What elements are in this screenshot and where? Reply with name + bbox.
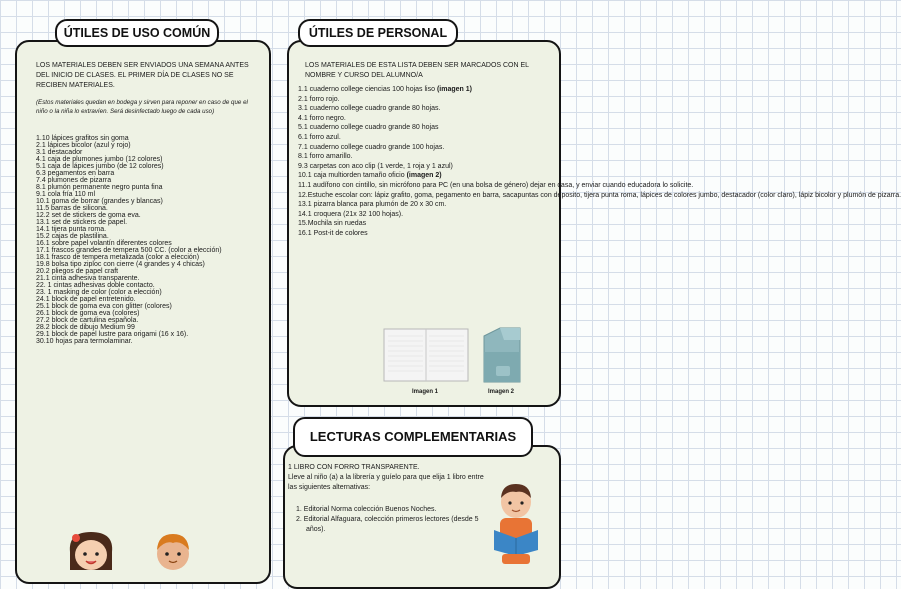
image-reference: (imagen 2): [406, 172, 442, 180]
personal-supply-text: 7.1 cuaderno college cuadro grande 100 hojas.: [298, 143, 445, 151]
common-supply-item: 20.2 pliegos de papel craft: [36, 268, 119, 275]
common-supplies-intro: LOS MATERIALES DEBEN SER ENVIADOS UNA SEMANA ANTES DEL INICIO DE CLASES. EL PRIMER DÍA DE CLASES NO SE RECIBEN MATERIALES.: [36, 62, 249, 89]
common-supply-item: 25.1 block de goma eva con glitter (colores): [36, 303, 172, 310]
common-supply-item: 16.1 sobre papel volantín diferentes colores: [36, 240, 172, 247]
personal-supply-item: [298, 86, 544, 93]
common-supply-item: 30.10 hojas para termolaminar.: [36, 338, 133, 345]
personal-supply-text: 4.1 forro negro.: [298, 114, 346, 122]
personal-supply-item: [298, 96, 544, 103]
common-supplies-note: (Estos materiales quedan en bodega y sirven para reponer en caso de que el niño o la niña lo extravíen. Será desinfectado luego de cada uso): [36, 99, 248, 115]
common-supply-item: 10.1 goma de borrar (grandes y blancas): [36, 198, 163, 205]
personal-supply-text: 5.1 cuaderno college cuadro grande 80 hojas: [298, 124, 439, 132]
common-supply-item: 8.1 plumón permanente negro punta fina: [36, 184, 163, 191]
readings-intro-line2: Lleve al niño (a) a la librería y guíelo para que elija 1 libro entre las siguientes alternativas:: [288, 474, 484, 491]
personal-supplies-intro: LOS MATERIALES DE ESTA LISTA DEBEN SER MARCADOS CON EL NOMBRE Y CURSO DEL ALUMNO/A: [305, 62, 529, 79]
common-supply-item: 2.1 lápices bicolor (azul y rojo): [36, 142, 131, 149]
personal-supply-text: 12.Estuche escolar con: lápiz grafito, goma, pegamento en barra, sacapuntas con deposito, tijera punta roma, lápices de colores jumbo, destacador (color claro), lápiz bicolor y plumón de pizarra.: [298, 191, 901, 199]
readings-intro-line1: 1 LIBRO CON FORRO TRANSPARENTE.: [288, 464, 420, 471]
common-supply-item: 6.3 pegamentos en barra: [36, 170, 115, 177]
personal-supply-item: [298, 230, 544, 237]
common-supply-item: 13.1 set de stickers de papel.: [36, 219, 128, 226]
common-supply-item: 17.1 frascos grandes de tempera 500 CC. (color a elección): [36, 247, 222, 254]
personal-supply-text: 2.1 forro rojo.: [298, 95, 340, 103]
common-supplies-list: [36, 135, 264, 345]
personal-supply-text: 9.3 carpetas con aco clip (1 verde, 1 roja y 1 azul): [298, 162, 453, 170]
personal-supply-text: 3.1 cuaderno college cuadro grande 80 hojas.: [298, 105, 441, 113]
personal-supply-item: [298, 153, 544, 160]
common-supply-item: 11.5 barras de silicona.: [36, 205, 108, 212]
common-supply-item: 23. 1 masking de color (color a elección): [36, 289, 162, 296]
common-supply-item: 24.1 block de papel entretenido.: [36, 296, 136, 303]
personal-supply-item: [298, 191, 901, 199]
personal-supply-text: 6.1 forro azul.: [298, 133, 341, 141]
image1-caption: Imagen 1: [411, 389, 438, 395]
personal-supply-item: [298, 105, 544, 112]
personal-supply-item: [298, 134, 544, 141]
common-supply-item: 9.1 cola fría 110 ml: [36, 191, 96, 198]
common-supply-item: 19.8 bolsa tipo ziploc con cierre (4 grandes y 4 chicas): [36, 261, 205, 268]
image-reference: (imagen 1): [436, 86, 472, 93]
boy-reading-illustration: [484, 476, 548, 566]
common-supply-item: 4.1 caja de plumones jumbo (12 colores): [36, 156, 163, 163]
common-supply-item: 5.1 caja de lápices jumbo (de 12 colores): [36, 163, 164, 170]
personal-supply-text: 16.1 Post-it de colores: [298, 229, 368, 237]
common-supply-item: 7.4 plumones de pizarra: [36, 177, 112, 184]
magazine-file-image: [478, 326, 526, 384]
personal-supply-text: 10.1 caja multiorden tamaño oficio: [298, 172, 407, 180]
personal-supply-text: 1.1 cuaderno college ciencias 100 hojas liso: [298, 86, 437, 93]
image2-caption: Imagen 2: [487, 389, 514, 395]
personal-supply-item: [298, 172, 544, 179]
personal-supplies-list: [298, 86, 901, 240]
common-supplies-title: ÚTILES DE USO COMÚN: [55, 19, 219, 47]
personal-supply-text: 14.1 croquera (21x 32 100 hojas).: [298, 210, 404, 218]
common-supply-item: 29.1 block de papel lustre para origami (16 x 16).: [36, 331, 189, 338]
common-supply-item: 22. 1 cintas adhesivas doble contacto.: [36, 282, 155, 289]
personal-supply-item: [298, 211, 544, 218]
common-supply-item: 18.1 frasco de tempera metalizada (color a elección): [36, 254, 200, 261]
personal-supply-item: [298, 163, 544, 170]
notebook-image: [382, 326, 470, 384]
reading-option: 1. Editorial Norma colección Buenos Noches.: [296, 506, 437, 513]
common-supply-item: 1.10 lápices grafitos sin goma: [36, 135, 129, 142]
personal-supply-item: [298, 124, 544, 131]
personal-supply-text: 15.Mochila sin ruedas: [298, 220, 367, 228]
complementary-readings-title: LECTURAS COMPLEMENTARIAS: [293, 417, 533, 457]
personal-supply-text: 11.1 audífono con cintillo, sin micrófono para PC (en una bolsa de género) dejar en casa, y enviar cuando educadora lo solicite.: [298, 181, 694, 189]
personal-supply-item: [298, 220, 544, 227]
personal-supply-item: [298, 115, 544, 122]
common-supply-item: 3.1 destacador: [36, 149, 83, 156]
personal-supplies-title: ÚTILES DE PERSONAL: [298, 19, 458, 47]
personal-supply-item: [298, 144, 544, 151]
personal-supply-text: 13.1 pizarra blanca para plumón de 20 x 30 cm.: [298, 201, 447, 209]
common-supply-item: 14.1 tijera punta roma.: [36, 226, 107, 233]
common-supply-item: 12.2 set de stickers de goma eva.: [36, 212, 141, 219]
readings-list: [296, 505, 486, 535]
common-supply-item: 27.2 block de cartulina española.: [36, 317, 139, 324]
personal-supply-item: [298, 181, 694, 189]
reading-option: 2. Editorial Alfaguara, colección primeros lectores (desde 5 años).: [296, 516, 479, 533]
girl-illustration: [60, 528, 122, 570]
common-supply-item: 26.1 block de goma eva (colores): [36, 310, 140, 317]
personal-supply-text: 8.1 forro amarillo.: [298, 153, 353, 161]
common-supply-item: 28.2 block de dibujo Medium 99: [36, 324, 135, 331]
boy-illustration: [150, 530, 196, 570]
common-supply-item: 21.1 cinta adhesiva transparente.: [36, 275, 140, 282]
common-supply-item: 15.2 cajas de plastilina.: [36, 233, 109, 240]
personal-supply-item: [298, 201, 544, 208]
